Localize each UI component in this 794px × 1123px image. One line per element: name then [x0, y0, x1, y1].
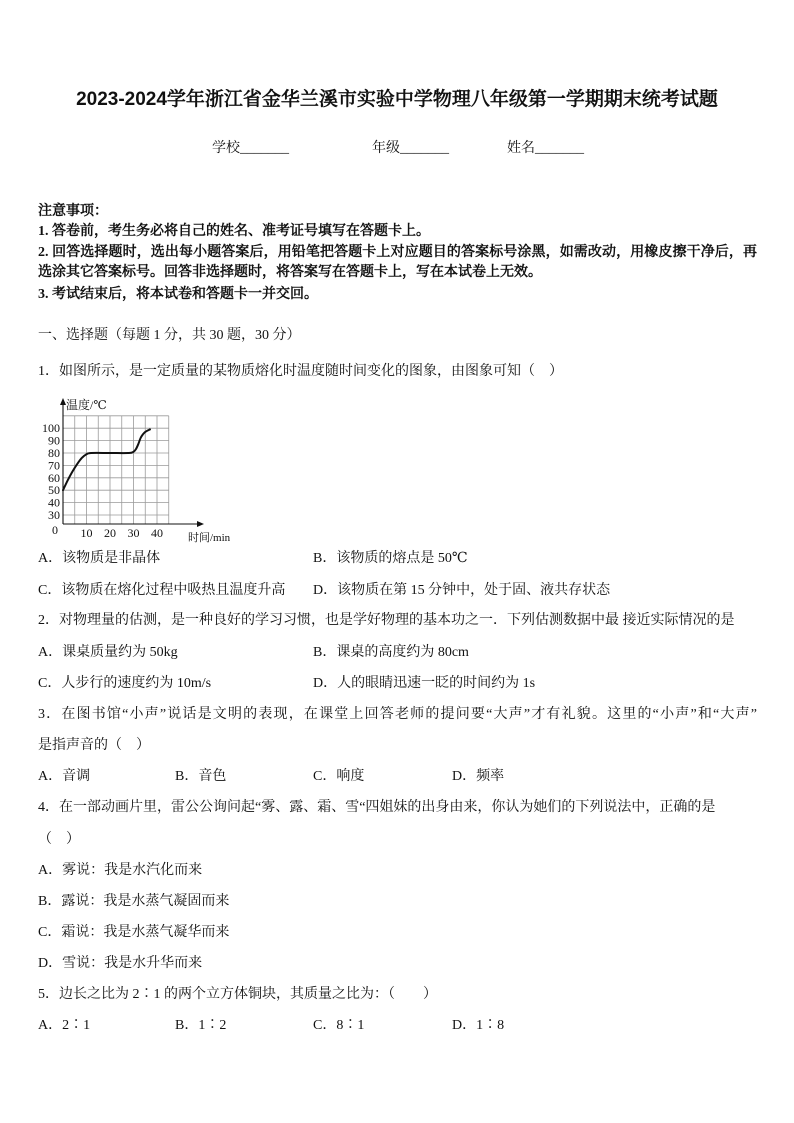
melting-temperature-chart — [38, 394, 243, 546]
question-4-text-line-1: 4．在一部动画片里，雷公公询问起“雾、露、霜、雪“四姐妹的出身由来，你认为她们的下列说法中，正确的是 — [38, 800, 716, 815]
question-1-text: 1．如图所示，是一定质量的某物质熔化时温度随时间变化的图象，由图象可知（ ） — [38, 364, 563, 379]
question-5-text: 5．边长之比为 2∶1 的两个立方体铜块，其质量之比为：（ ） — [38, 987, 437, 1002]
question-1-option-d: D．该物质在第 15 分钟中，处于固、液共存状态 — [313, 583, 611, 598]
question-4-text-line-2: （ ） — [38, 832, 80, 847]
question-1-option-b: B．该物质的熔点是 50℃ — [313, 551, 468, 566]
question-3-option-a: A．音调 — [38, 769, 91, 784]
question-2-option-d: D．人的眼睛迅速一眨的时间约为 1s — [313, 676, 536, 691]
question-5-option-a: A．2∶1 — [38, 1018, 91, 1033]
note-item-2-line-1: 2. 回答选择题时，选出每小题答案后，用铅笔把答题卡上对应题目的答案标号涂黑，如需改动，用橡皮擦干净后，再 — [38, 245, 757, 260]
x-tick-label: 10 — [80, 526, 93, 540]
note-item-1: 1. 答卷前，考生务必将自己的姓名、准考证号填写在答题卡上。 — [38, 224, 430, 239]
question-3-option-c: C．响度 — [313, 769, 365, 784]
question-5-option-b: B．1∶2 — [175, 1018, 227, 1033]
question-2-option-b: B．课桌的高度约为 80cm — [313, 645, 469, 660]
question-2-option-c: C．人步行的速度约为 10m/s — [38, 676, 212, 691]
question-4-option-c: C．霜说：我是水蒸气凝华而来 — [38, 925, 230, 940]
note-item-2-line-2: 选涂其它答案标号。回答非选择题时，将答案写在答题卡上，写在本试卷上无效。 — [38, 265, 542, 280]
question-4-option-b: B．露说：我是水蒸气凝固而来 — [38, 894, 230, 909]
y-tick-label: 80 — [48, 446, 60, 460]
x-tick-label: 20 — [104, 526, 116, 540]
question-2-option-a: A．课桌质量约为 50kg — [38, 645, 178, 660]
question-3-text-line-1: 3．在图书馆“小声”说话是文明的表现，在课堂上回答老师的提问要“大声”才有礼貌。这里的“小声”和“大声” — [38, 707, 757, 722]
y-tick-label: 30 — [48, 508, 60, 522]
page-title: 2023-2024学年浙江省金华兰溪市实验中学物理八年级第一学期期末统考试题 — [76, 89, 718, 110]
question-4-option-d: D．雪说：我是水升华而来 — [38, 956, 203, 971]
question-5-option-c: C．8∶1 — [313, 1018, 365, 1033]
y-axis-title: 温度/℃ — [66, 398, 107, 412]
chart-grid — [63, 416, 169, 524]
grade-field: 年级_______ — [372, 141, 449, 156]
x-axis-title: 时间/min — [188, 532, 231, 544]
y-tick-label: 40 — [48, 495, 60, 510]
x-tick-label: 40 — [151, 526, 163, 540]
name-field: 姓名_______ — [507, 141, 584, 156]
question-1-option-a: A．该物质是非晶体 — [38, 551, 161, 566]
y-tick-label: 100 — [42, 421, 60, 436]
question-2-text: 2．对物理量的估测，是一种良好的学习习惯，也是学好物理的基本功之一．下列估测数据中最 接近实际情况的是 — [38, 613, 735, 628]
question-5-option-d: D．1∶8 — [452, 1018, 505, 1033]
x-axis-arrow — [197, 521, 204, 527]
x-tick-label: 30 — [127, 526, 140, 540]
y-tick-label: 70 — [48, 458, 60, 473]
origin-label: 0 — [52, 523, 58, 537]
notes-heading: 注意事项： — [38, 204, 108, 219]
temperature-curve — [63, 429, 150, 490]
question-3-option-b: B．音色 — [175, 769, 227, 784]
question-4-option-a: A．雾说：我是水汽化而来 — [38, 863, 203, 878]
y-tick-label: 90 — [48, 433, 60, 448]
section-heading: 一、选择题（每题 1 分，共 30 题，30 分） — [38, 328, 301, 343]
question-3-option-d: D．频率 — [452, 769, 505, 784]
question-3-text-line-2: 是指声音的（ ） — [38, 738, 150, 753]
y-tick-label: 50 — [48, 483, 60, 498]
school-field: 学校_______ — [212, 141, 289, 156]
y-tick-label: 60 — [48, 470, 60, 485]
question-1-option-c: C．该物质在熔化过程中吸热且温度升高 — [38, 583, 286, 598]
note-item-3: 3. 考试结束后，将本试卷和答题卡一并交回。 — [38, 287, 318, 302]
